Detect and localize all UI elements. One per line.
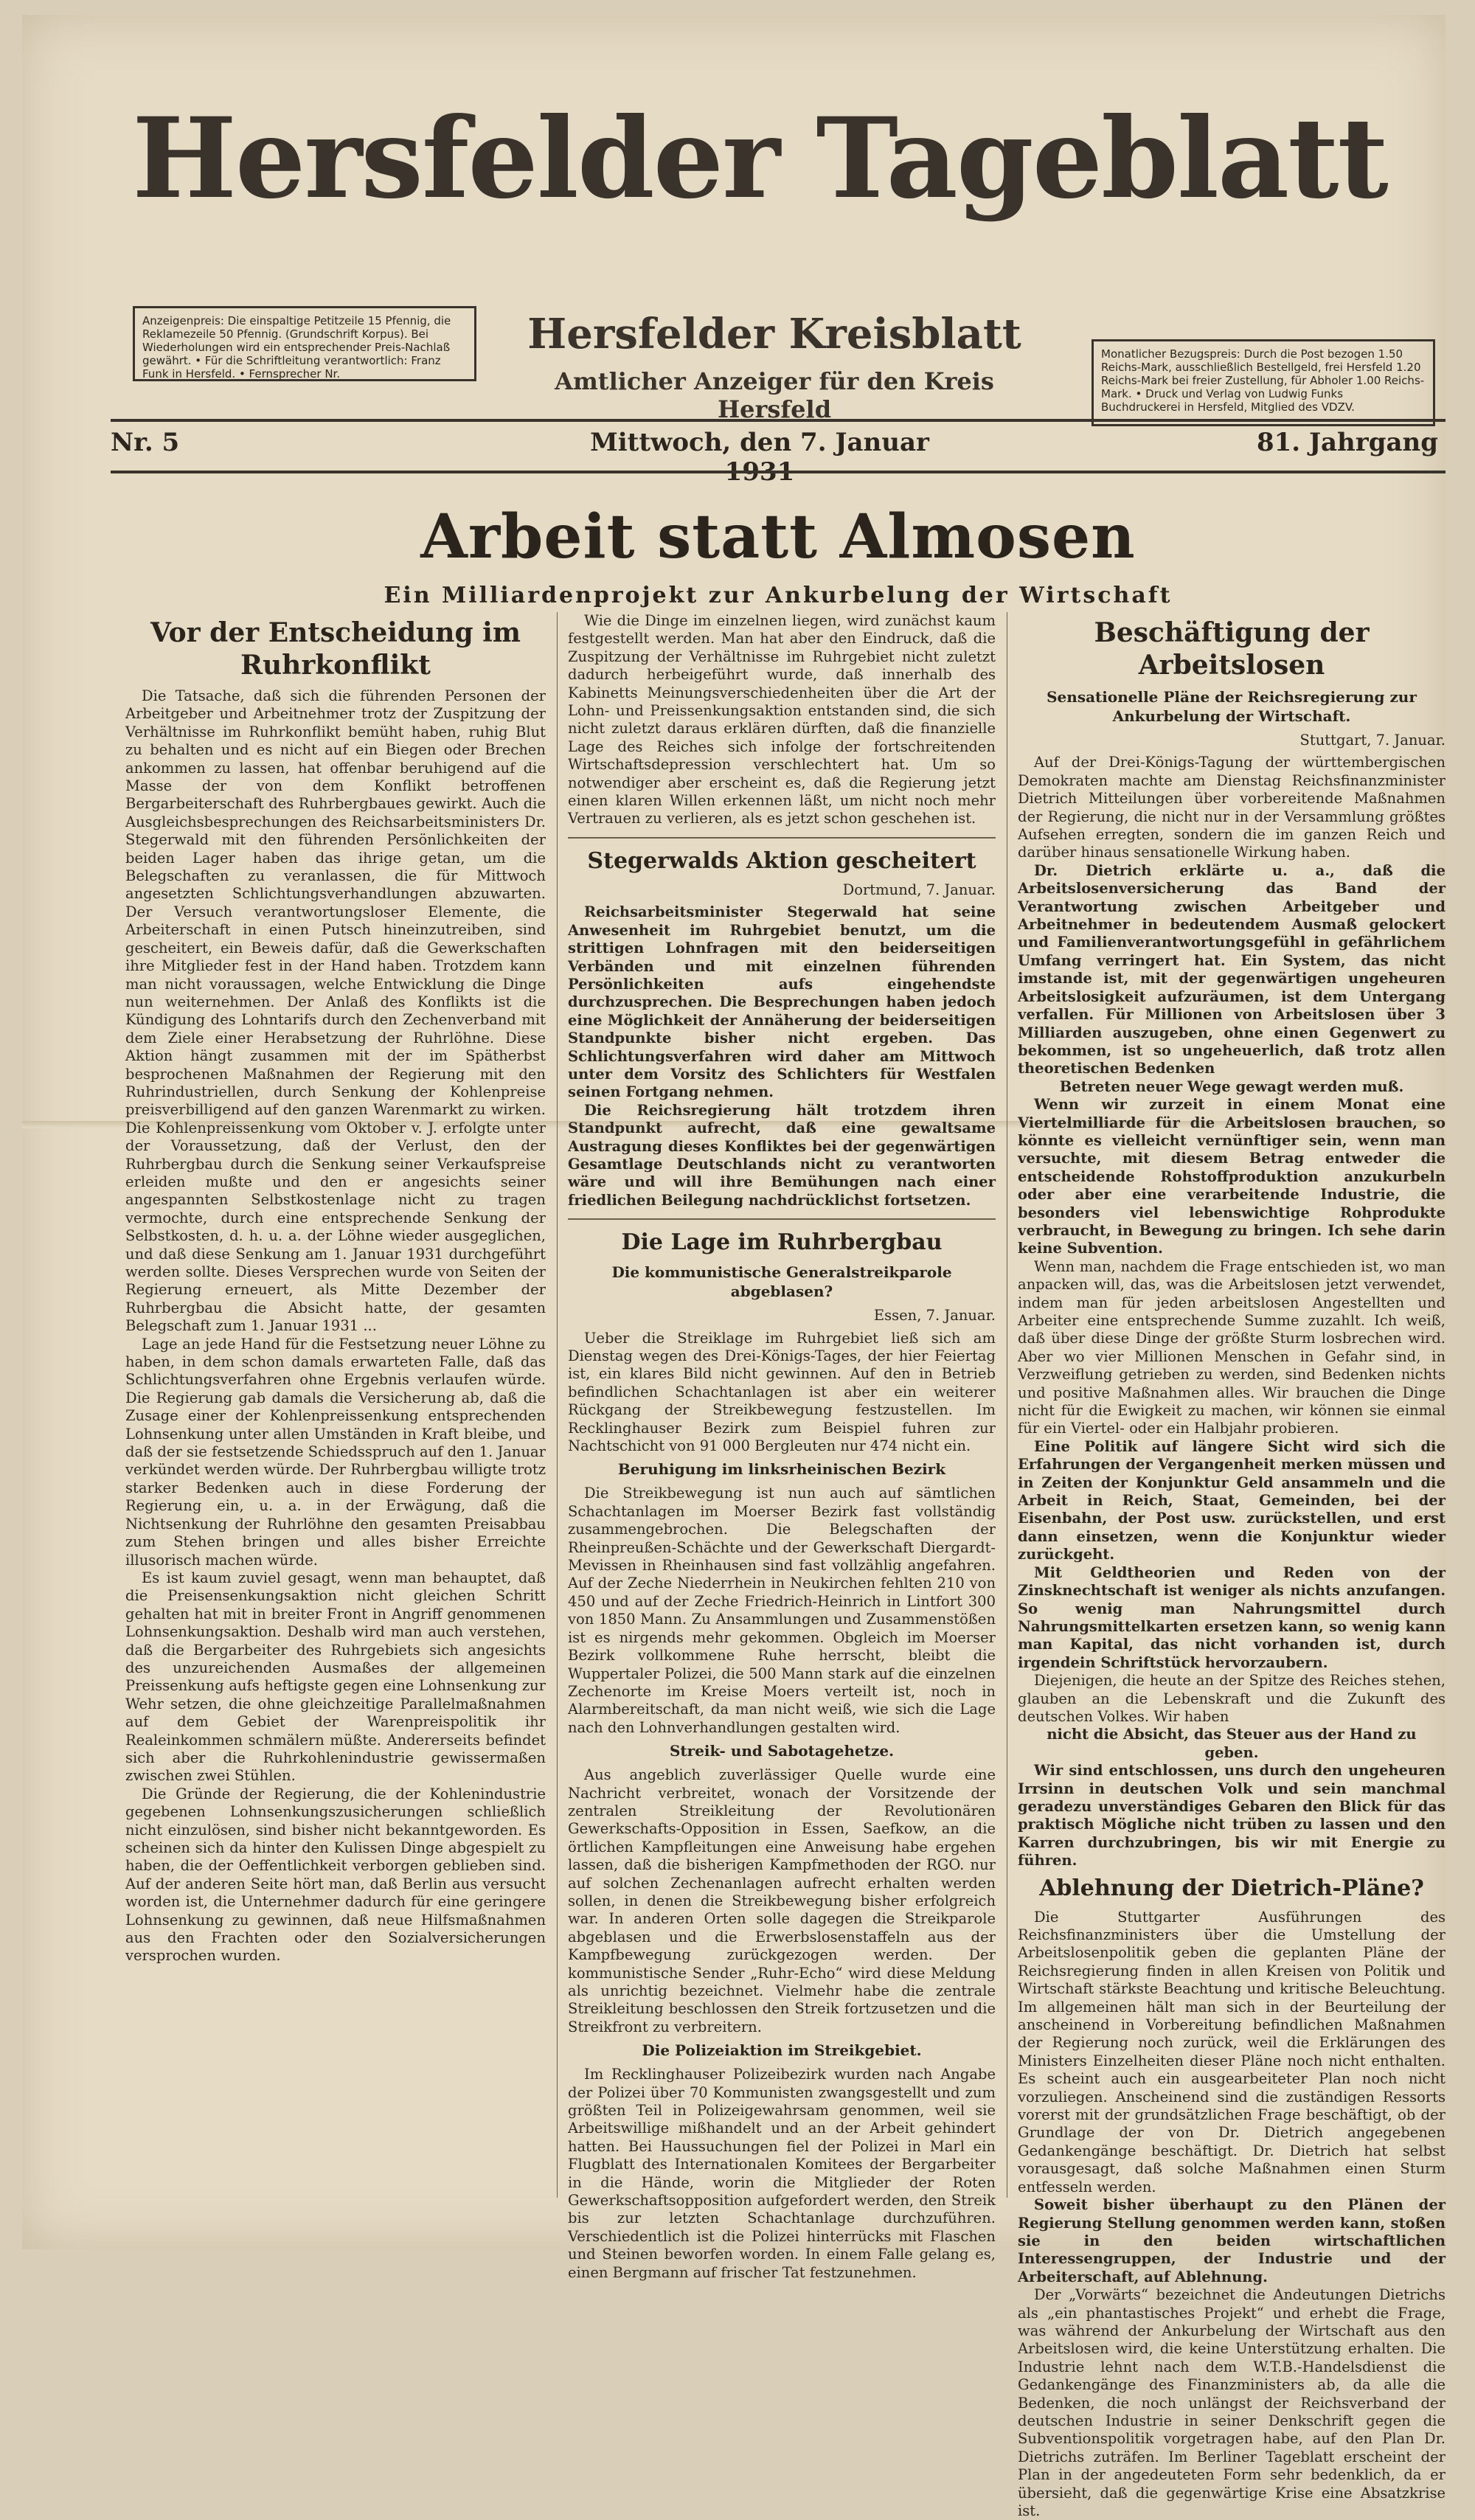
paragraph: Reichsarbeitsminister Stegerwald hat seine Anwesenheit im Ruhrgebiet benutzt, um die strittigen Lohnfragen mit den beiderseitigen Verbänden und mit einzelnen führenden Persönlichkeiten aufs eingehendste durchzusprechen. Die Besprechungen haben jedoch eine Möglichkeit der Annäherung der beiderseitigen Standpunkte bisher nicht ergeben. Das Schlichtungsverfahren wird daher am Mittwoch unter dem Vorsitz des Schlichters für Westfalen seinen Fortgang nehmen. [568,903,996,1101]
article-separator [568,1218,996,1220]
article-separator [568,837,996,839]
paragraph: Auf der Drei-Königs-Tagung der württembergischen Demokraten machte am Dienstag Reichsfinanzminister Dietrich Mitteilungen über vorbereitende Maßnahmen der Regierung, die nicht nur in der Versammlung größtes Aufsehen erregten, sondern die im ganzen Reich und darüber hinaus sensationelle Wirkung haben. [1018,754,1446,861]
paragraph: Wir sind entschlossen, uns durch den ungeheuren Irrsinn in deutschen Volk und sein manchmal geradezu unverständiges Gebaren den Blick für das praktisch Mögliche nicht trüben zu lassen und den Karren durchzubringen, bis wir mit Energie zu führen. [1018,1762,1446,1870]
paragraph: Betreten neuer Wege gewagt werden muß. [1059,1077,1404,1095]
masthead-subtitle: Hersfelder Kreisblatt [527,310,1021,358]
paragraph: Soweit bisher überhaupt zu den Plänen der Regierung Stellung genommen werden kann, stoßen sie in den beiden wirtschaftlichen Interessengruppen, der Industrie und der Arbeiterschaft, auf Ablehnung. [1018,2196,1446,2285]
lead-subhead: Ein Milliardenprojekt zur Ankurbelung der Wirtschaft [384,583,1173,608]
column-2 [568,612,996,2282]
masthead-rule-top [111,419,1446,422]
newspaper-page [22,15,1446,2519]
paragraph: Aus angeblich zuverlässiger Quelle wurde eine Nachricht verbreitet, wonach der Vorsitzende der zentralen Streikleitung der Revolutionären Gewerkschafts-Opposition in Essen, Saefkow, an die örtlichen Kampfleitungen eine Anweisung habe ergehen lassen, daß die bisherigen Kampfmethoden der RGO. nur auf solchen Zechenanlagen aufrecht erhalten werden sollen, in denen die Streikbewegung bisher erfolgreich war. In anderen Orten solle dagegen die Streikparole abgeblasen und die Erwerbslosenstaffeln aus der Kampfbewegung zurückgezogen werden. Der kommunistische Sender „Ruhr-Echo“ wird diese Meldung als unrichtig bezeichnet. Vielmehr habe die zentrale Streikleitung beschlossen den Streik fortzusetzen und die Streikfront zu verbreitern. [568,1766,996,2035]
column-3 [1018,612,1446,2520]
article-subheading: Die kommunistische Generalstreikparole abgeblasen? [611,1263,952,1301]
paragraph: Wenn man, nachdem die Frage entschieden ist, wo man anpacken will, das, was die Arbeitslosen jetzt verwendet, indem man für jeden arbeitslosen Angestellten und Arbeiter eine entsprechende Summe zuzahlt. Ich weiß, daß über diese Dinge der größte Sturm losbrechen wird. Aber wo vier Millionen Menschen in Gefahr sind, in Verzweiflung getrieben zu werden, sind Bedenken nichts und positive Maßnahmen alles. Wir brauchen die Dinge nicht für die Ewigkeit zu machen, wir können sie einmal für ein Viertel- oder ein Halbjahr probieren. [1018,1257,1446,1437]
paragraph: Im Recklinghauser Polizeibezirk wurden nach Angabe der Polizei über 70 Kommunisten zwangsgestellt und zum größten Teil in Polizeigewahrsam genommen, weil sie Arbeitswillige mißhandelt und an der Arbeit gehindert hatten. Bei Haussuchungen fiel der Polizei in Marl ein Flugblatt des Internationalen Komitees der Bergarbeiter in die Hände, worin die Mitglieder der Roten Gewerkschaftsopposition aufgefordert werden, den Streik bis zur letzten Schachtanlage durchzuführen. Verschiedentlich ist die Polizei hinterrücks mit Flaschen und Steinen beworfen worden. In einem Falle gelang es, einen Bergmann auf frischer Tat festzunehmen. [568,2066,996,2281]
paragraph: nicht die Absicht, das Steuer aus der Hand zu geben. [1047,1726,1417,1761]
article-heading: Stegerwalds Aktion gescheitert [587,847,976,874]
paragraph: Wenn wir zurzeit in einem Monat eine Viertelmilliarde für die Arbeitslosen brauchen, so könnte es vielleicht vernünftiger sein, wenn man versuchte, mit diesem Betrag entweder die entscheidende Rohstoffproduktion anzukurbeln oder aber eine verarbeitende Industrie, die besonders viel lebenswichtige Rohprodukte verbraucht, in Bewegung zu bringen. Ich sehe darin keine Subvention. [1018,1096,1446,1257]
paragraph: Lage an jede Hand für die Festsetzung neuer Löhne zu haben, in dem schon damals erwarteten Falle, daß das Schlichtungsverfahren ohne Ergebnis verlaufen würde. Die Regierung gab damals die Versicherung ab, daß die Zusage einer der Kohlenpreissenkung entsprechenden Lohnsenkung unter allen Umständen in Kraft bleibe, und daß der sie festsetzende Schiedsspruch auf den 1. Januar verkündet werden würde. Der Ruhrbergbau willigte trotz starker Bedenken auch in diese Forderung der Regierung ein, u. a. in der Erwägung, daß die Nichtsenkung der Ruhrlöhne den gesamten Preisabbau zum Stehen bringen und alles bisher Erreichte illusorisch machen würde. [125,1335,546,1569]
article-heading: Die Lage im Ruhrbergbau [621,1229,943,1256]
paragraph: Wie die Dinge im einzelnen liegen, wird zunächst kaum festgestellt werden. Man hat aber den Eindruck, daß die Zuspitzung der Verhältnisse im Ruhrgebiet nicht zuletzt dadurch herbeigeführt wurde, daß innerhalb des Kabinetts Meinungsverschiedenheiten über die Art der Lohn- und Preissenkungsaktion entstanden sind, die sich nicht zuletzt daraus erklären dürften, daß die finanzielle Lage des Reiches sich infolge der fortschreitenden Wirtschaftsdepression verschlechtert hat. Um so notwendiger aber erscheint es, daß die Regierung jetzt einen klaren Willen erkennen läßt, um nicht noch mehr Vertrauen zu verlieren, als es jetzt schon geschehen ist. [568,612,996,827]
issue-number: Nr. 5 [111,428,180,457]
dateline: Dortmund, 7. Januar. [842,881,996,898]
dateline: Stuttgart, 7. Januar. [1299,732,1446,749]
paragraph: Die Stuttgarter Ausführungen des Reichsfinanzministers über die Umstellung der Arbeitslosenpolitik geben die geplanten Pläne der Reichsregierung finden in allen Kreisen von Politik und Wirtschaft stärkste Beachtung und kritische Beleuchtung. Im allgemeinen hält man sich in der Beurteilung der anscheinend in Vorbereitung befindlichen Maßnahmen der Regierung noch zurück, weil die Erklärungen des Ministers Einzelheiten dieser Pläne noch nicht enthalten. Es scheint auch ein ausgearbeiteter Plan noch nicht vorzuliegen. Anscheinend sind die zuständigen Ressorts vorerst mit der grundsätzlichen Frage beschäftigt, ob der Grundlage der von Dr. Dietrich angegebenen Gedankengänge beschäftigt. Dr. Dietrich hat selbst vorausgesagt, daß solche Maßnahmen einen Sturm entfesseln werden. [1018,1908,1446,2196]
paragraph: Der „Vorwärts“ bezeichnet die Andeutungen Dietrichs als „ein phantastisches Projekt“ und erhebt die Frage, was während der Ankurbelung der Wirtschaft aus den Arbeitslosen wird, die keine Unterstützung erhalten. Die Industrie lehnt nach dem W.T.B.-Handelsdienst die Gedankengänge des Finanzministers ab, da alle die Bedenken, die noch unlängst der Reichsverband der deutschen Industrie in seiner Denkschrift gegen die Subventionspolitik vorgetragen habe, auf den Plan Dr. Dietrichs zuträfen. Im Berliner Tageblatt erscheint der Plan in der angedeuteten Form sehr bedenklich, da er übersieht, daß die gegenwärtige Krise eine Absatzkrise ist. [1018,2286,1446,2519]
article-heading: Ablehnung der Dietrich-Pläne? [1039,1875,1424,1901]
paragraph: Ueber die Streiklage im Ruhrgebiet ließ sich am Dienstag wegen des Drei-Königs-Tages, der hier Feiertag ist, ein klares Bild nicht gewinnen. Auf den in Betrieb befindlichen Schachtanlagen ist aber ein weiterer Rückgang der Streikbewegung festzustellen. Im Recklinghauser Bezirk zum Beispiel fuhren zur Nachtschicht von 91 000 Bergleuten nur 474 nicht ein. [568,1329,996,1455]
paragraph: Die Tatsache, daß sich die führenden Personen der Arbeitgeber und Arbeitnehmer trotz der Zuspitzung der Verhältnisse im Ruhrkonflikt bemüht haben, ruhig Blut zu behalten und es nicht auf ein Biegen oder Brechen ankommen zu lassen, hat offenbar beruhigend auf die Masse der von dem Konflikt betroffenen Bergarbeiterschaft des Ruhrbergbaues gewirkt. Auch die Ausgleichsbesprechungen des Reichsarbeitsministers Dr. Stegerwald mit den führenden Persönlichkeiten der beiden Lager haben das ihrige getan, um die Belegschaften zu veranlassen, die für Mittwoch angesetzten Schlichtungsverhandlungen abzuwarten. Der Versuch verantwortungsloser Elemente, die Arbeiterschaft in einen Putsch hineinzutreiben, sind gescheitert, ein Beweis dafür, daß die Gewerkschaften ihre Mitglieder fest in der Hand haben. Trotzdem kann man nicht voraussagen, welche Entwicklung die Dinge nun weiternehmen. Der Anlaß des Konflikts ist die Kündigung des Lohntarifs durch den Zechenverband mit dem Ziele einer Herabsetzung der Ruhrlöhne. Diese Aktion hängt zusammen mit der im Spätherbst besprochenen Maßnahmen der Regierung mit den Ruhrindustriellen, durch Senkung der Kohlenpreise preisverbilligend auf den ganzen Warenmarkt zu wirken. Die Kohlenpreissenkung vom Oktober v. J. erfolgte unter der Voraussetzung, daß der Verlust, den der Ruhrbergbau durch die Senkung seiner Verkaufspreise erleiden mußte und den er angesichts seiner angespannten Selbstkostenlage nicht zu tragen vermochte, durch eine entsprechende Senkung der Selbstkosten, d. h. u. a. der Löhne wieder ausgeglichen, und daß diese Senkung am 1. Januar 1931 durchgeführt werden sollte. Dieses Versprechen wurde von Seiten der Regierung erneuert, als Mitte Dezember der Ruhrbergbau die Absicht hatte, der gesamten Belegschaft zum 1. Januar 1931 ... [125,687,546,1335]
ad-price-box: Anzeigenpreis: Die einspaltige Petitzeile 15 Pfennig, die Reklamezeile 50 Pfennig. (Grundschrift Korpus). Bei Wiederholungen wird ein entsprechender Preis-Nachlaß gewährt. • Für die Schriftleitung verantwortlich: Franz Funk in Hersfeld. • Fernsprecher Nr. [133,306,476,381]
dateline: Essen, 7. Januar. [873,1307,996,1325]
article-heading: Beschäftigung der Arbeitslosen [1094,617,1370,681]
issue-volume: 81. Jahrgang [1256,428,1438,457]
column-1 [125,612,546,1965]
issue-date: Mittwoch, den 7. Januar 1931 [590,428,929,487]
paragraph: Die Streikbewegung ist nun auch auf sämtlichen Schachtanlagen im Moerser Bezirk fast vollständig zusammengebrochen. Die Belegschaften der Rheinpreußen-Schächte und der Gewerkschaft Diergardt-Mevissen in Rheinhausen sind fast vollzählig angefahren. Auf der Zeche Niederrhein in Neukirchen fehlten 210 von 450 und auf der Zeche Friedrich-Heinrich in Lintfort 300 von 1850 Mann. Zu Ansammlungen und Zusammenstößen ist es nirgends mehr gekommen. Obgleich im Moerser Bezirk vollkommene Ruhe herrscht, bleibt die Wuppertaler Polizei, die 500 Mann stark auf die einzelnen Zechenorte im Kreise Moers verteilt ist, noch in Alarmbereitschaft, da man nicht weiß, wie sich die Lage nach den Lohnverhandlungen gestalten wird. [568,1485,996,1736]
article-heading: Vor der Entscheidung im Ruhrkonflikt [150,617,521,681]
lead-headline: Arbeit statt Almosen [420,501,1136,572]
paragraph: Es ist kaum zuviel gesagt, wenn man behauptet, daß die Preisensenkungsaktion nicht gleichen Schritt gehalten hat mit in breiter Front in Angriff genommenen Lohnsenkungsaktion. Deshalb wird man auch verstehen, daß die Bergarbeiter des Ruhrgebiets sich angesichts des unzureichenden Ausmaßes der allgemeinen Preissenkung aufs heftigste gegen eine Lohnsenkung zur Wehr setzen, die ohne gleichzeitige Parallelmaßnahmen auf dem Gebiet der Warenpreispolitik ihr Realeinkommen schmälern müßte. Andererseits befindet sich aber die Ruhrkohlenindustrie gewissermaßen zwischen zwei Stühlen. [125,1569,546,1785]
paragraph: Dr. Dietrich erklärte u. a., daß die Arbeitslosenversicherung das Band der Verantwortung zwischen Arbeitgeber und Arbeitnehmer in bedeutendem Ausmaß gelockert und Familienverantwortungsgefühl in gefährlichem Umfang verringert hat. Ein System, das nicht imstande ist, mit der gegenwärtigen ungeheuren Arbeitslosigkeit aufzuräumen, ist dem Untergang verfallen. Für Millionen von Arbeitslosen über 3 Milliarden auszugeben, ohne einen Gegenwert zu bekommen, ist so ungeheuerlich, daß trotz allen theoretischen Bedenken [1018,861,1446,1077]
section-heading: Beruhigung im linksrheinischen Bezirk [617,1460,946,1479]
paragraph: Die Gründe der Regierung, die der Kohlenindustrie gegebenen Lohnsenkungszusicherungen schließlich nicht einzulösen, sind bisher nicht bekanntgeworden. Es scheinen sich da hinter den Kulissen Dinge abgespielt zu haben, die der Oeffentlichkeit verborgen geblieben sind. Auf der anderen Seite hört man, daß Berlin aus versucht worden ist, die Unternehmer dadurch für eine geringere Lohnsenkung zu gewinnen, daß neue Hilfsmaßnahmen aus den Frachten oder den Sozialversicherungen versprochen wurden. [125,1785,546,1965]
section-heading: Streik- und Sabotagehetze. [669,1742,895,1760]
section-heading: Die Polizeiaktion im Streikgebiet. [642,2041,922,2060]
subscription-box: Monatlicher Bezugspreis: Durch die Post bezogen 1.50 Reichs-Mark, ausschließlich Bestellgeld, frei Hersfeld 1.20 Reichs-Mark bei freier Zustellung, für Abholer 1.00 Reichs-Mark. • Druck und Verlag von Ludwig Funks Buchdruckerei in Hersfeld, Mitglied des VDZV. [1092,339,1435,426]
masthead-rule-bottom [111,471,1446,473]
masthead-subtitle2: Amtlicher Anzeiger für den Kreis Hersfeld [555,367,994,423]
paragraph: Mit Geldtheorien und Reden von der Zinsknechtschaft ist weniger als nichts anzufangen. So wenig man Nahrungsmittel durch Nahrungsmittelkarten ersetzen kann, so wenig kann man Kapital, das nicht vorhanden ist, durch irgendein Schriftstück hervorzaubern. [1018,1563,1446,1671]
paragraph: Eine Politik auf längere Sicht wird sich die Erfahrungen der Vergangenheit merken müssen und in Zeiten der Konjunktur Geld ansammeln und die Arbeit in Reich, Staat, Gemeinden, bei der Eisenbahn, der Post usw. zurückstellen, und erst dann einsetzen, wenn die Konjunktur wieder zurückgeht. [1018,1437,1446,1563]
paragraph: Diejenigen, die heute an der Spitze des Reiches stehen, glauben an die Lebenskraft und die Zukunft des deutschen Volkes. Wir haben [1018,1672,1446,1725]
column-divider [557,612,558,2198]
article-subheading: Sensationelle Pläne der Reichsregierung zur Ankurbelung der Wirtschaft. [1047,688,1417,725]
paragraph: Die Reichsregierung hält trotzdem ihren Standpunkt aufrecht, daß eine gewaltsame Austragung dieses Konfliktes bei der gegenwärtigen Gesamtlage Deutschlands nicht zu verantworten wäre und will ihre Bemühungen nach einer friedlichen Beilegung nachdrücklichst fortsetzen. [568,1101,996,1209]
masthead-title: Hersfelder Tageblatt [132,94,1387,223]
